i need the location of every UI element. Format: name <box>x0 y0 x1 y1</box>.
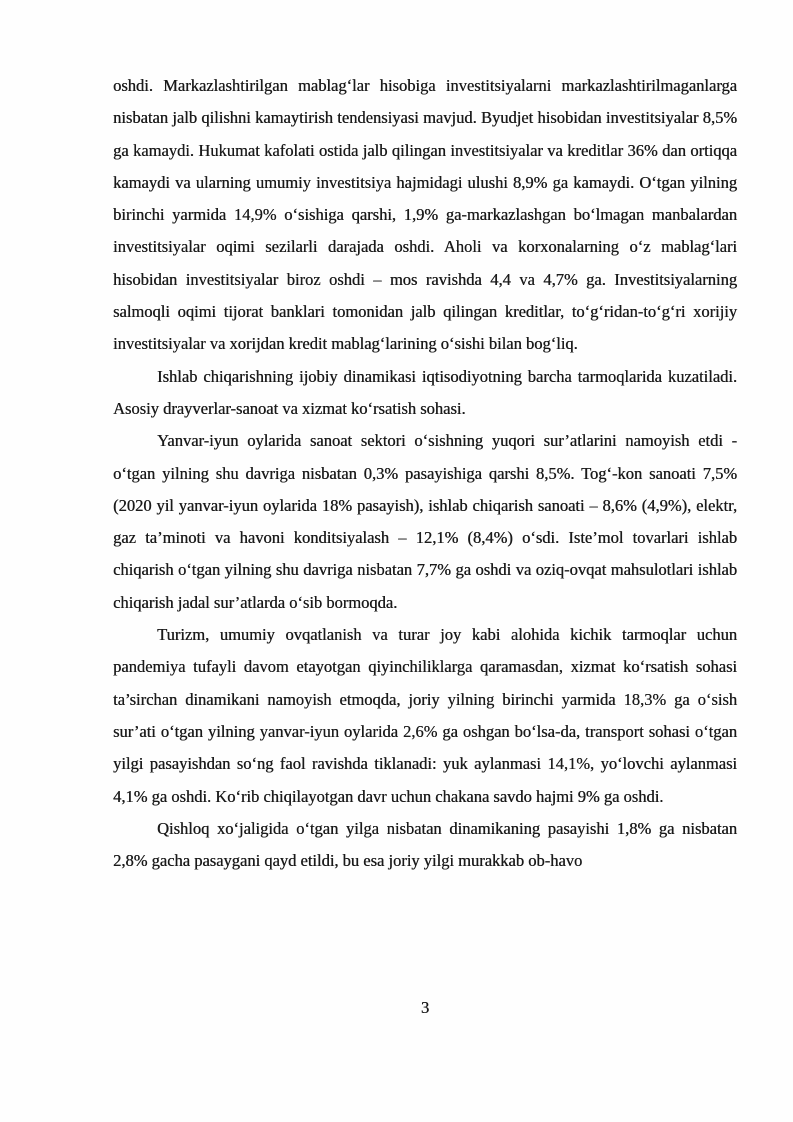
paragraph-investments: oshdi. Markazlashtirilgan mablagʻlar hisobiga investitsiyalarni markazlashtirilmaganlarga nisbatan jalb qilishni kamaytirish tendensiyasi mavjud. Byudjet hisobidan investitsiyalar 8,5% ga kamaydi. Hukumat kafolati ostida jalb qilingan investitsiyalar va kreditlar 36% dan ortiqqa kamaydi va ularning umumiy investitsiya hajmidagi ulushi 8,9% ga kamaydi. Oʻtgan yilning birinchi yarmida 14,9% oʻsishiga qarshi, 1,9% ga-markazlashgan boʻlmagan manbalardan investitsiyalar oqimi sezilarli darajada oshdi. Aholi va korxonalarning oʻz mablagʻlari hisobidan investitsiyalar biroz oshdi – mos ravishda 4,4 va 4,7% ga. Investitsiyalarning salmoqli oqimi tijorat banklari tomonidan jalb qilingan kreditlar, toʻgʻridan-toʻgʻri xorijiy investitsiyalar va xorijdan kredit mablagʻlarining oʻsishi bilan bogʻliq. <box>113 76 737 354</box>
paragraph-tourism-transport: Turizm, umumiy ovqatlanish va turar joy kabi alohida kichik tarmoqlar uchun pandemiya tufayli davom etayotgan qiyinchiliklarga qaramasdan, xizmat koʻrsatish sohasi ta’sirchan dinamikani namoyish etmoqda, joriy yilning birinchi yarmida 18,3% ga oʻsish sur’ati oʻtgan yilning yanvar-iyun oylarida 2,6% ga oshgan boʻlsa-da, transport sohasi oʻtgan yilgi pasayishdan soʻng faol ravishda tiklanadi: yuk aylanmasi 14,1%, yoʻlovchi aylanmasi 4,1% ga oshdi. Koʻrib chiqilayotgan davr uchun chakana savdo hajmi 9% ga oshdi. <box>113 625 737 806</box>
paragraph-production-dynamics: Ishlab chiqarishning ijobiy dinamikasi iqtisodiyotning barcha tarmoqlarida kuzatiladi. Asosiy drayverlar-sanoat va xizmat koʻrsatish sohasi. <box>113 366 737 418</box>
document-body <box>113 70 737 877</box>
paragraph-agriculture: Qishloq xoʻjaligida oʻtgan yilga nisbatan dinamikaning pasayishi 1,8% ga nisbatan 2,8% gacha pasaygani qayd etildi, bu esa joriy yilgi murakkab ob-havo <box>113 818 737 871</box>
paragraph-industry-sector: Yanvar-iyun oylarida sanoat sektori oʻsishning yuqori sur’atlarini namoyish etdi - oʻtgan yilning shu davriga nisbatan 0,3% pasayishiga qarshi 8,5%. Togʻ-kon sanoati 7,5% (2020 yil yanvar-iyun oylarida 18% pasayish), ishlab chiqarish sanoati – 8,6% (4,9%), elektr, gaz ta’minoti va havoni konditsiyalash – 12,1% (8,4%) oʻsdi. Iste’mol tovarlari ishlab chiqarish oʻtgan yilning shu davriga nisbatan 7,7% ga oshdi va oziq-ovqat mahsulotlari ishlab chiqarish jadal sur’atlarda oʻsib bormoqda. <box>113 431 737 612</box>
page-number: 3 <box>420 998 430 1017</box>
